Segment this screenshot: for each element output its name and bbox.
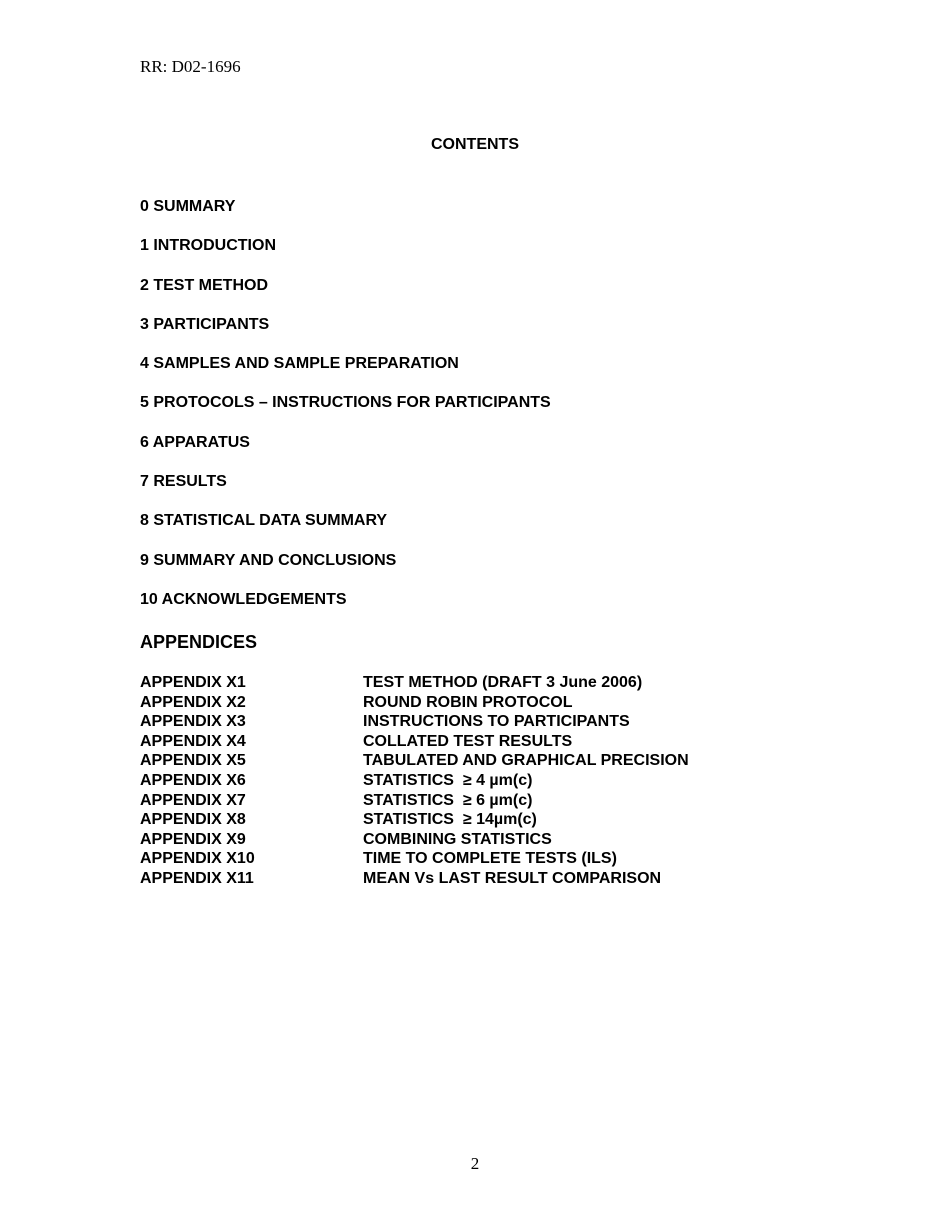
toc-item-statistical-data-summary: 8 STATISTICAL DATA SUMMARY — [140, 512, 388, 530]
contents-title: CONTENTS — [431, 136, 519, 153]
report-reference: RR: D02-1696 — [140, 57, 241, 76]
appendix-row — [140, 751, 689, 771]
appendix-title: INSTRUCTIONS TO PARTICIPANTS — [363, 713, 630, 731]
toc-item-summary-and-conclusions: 9 SUMMARY AND CONCLUSIONS — [140, 551, 397, 569]
toc-item-protocols: 5 PROTOCOLS – INSTRUCTIONS FOR PARTICIPANTS — [140, 394, 551, 412]
appendix-id: APPENDIX X7 — [140, 791, 246, 809]
toc-item-samples: 4 SAMPLES AND SAMPLE PREPARATION — [140, 355, 459, 373]
appendix-id: APPENDIX X9 — [140, 830, 246, 848]
appendix-title: STATISTICS ≥ 4 µm(c) — [363, 771, 533, 789]
appendix-title: STATISTICS ≥ 14µm(c) — [363, 811, 537, 829]
appendix-row — [140, 693, 689, 713]
appendix-title: COLLATED TEST RESULTS — [363, 732, 573, 750]
toc-item-test-method: 2 TEST METHOD — [140, 276, 269, 294]
appendix-id: APPENDIX X1 — [140, 674, 246, 691]
appendix-title: ROUND ROBIN PROTOCOL — [363, 693, 573, 711]
appendix-title: TIME TO COMPLETE TESTS (ILS) — [363, 850, 617, 868]
appendix-row — [140, 732, 689, 752]
appendix-row — [140, 810, 689, 830]
appendix-id: APPENDIX X4 — [140, 732, 246, 750]
appendix-id: APPENDIX X10 — [140, 850, 255, 868]
toc-item-summary: 0 SUMMARY — [140, 198, 236, 215]
toc-item-apparatus: 6 APPARATUS — [140, 433, 250, 451]
appendix-row — [140, 791, 689, 811]
appendix-id: APPENDIX X2 — [140, 693, 246, 711]
appendix-list — [140, 673, 689, 889]
appendix-id: APPENDIX X3 — [140, 713, 246, 731]
toc-item-acknowledgements: 10 ACKNOWLEDGEMENTS — [140, 590, 347, 608]
table-of-contents — [140, 198, 551, 630]
appendix-row — [140, 849, 689, 869]
page-number: 2 — [470, 1154, 480, 1173]
appendices-heading: APPENDICES — [140, 632, 258, 652]
toc-item-participants: 3 PARTICIPANTS — [140, 315, 270, 333]
appendix-id: APPENDIX X5 — [140, 752, 246, 770]
appendix-title: TABULATED AND GRAPHICAL PRECISION — [363, 752, 689, 770]
toc-item-introduction: 1 INTRODUCTION — [140, 237, 276, 255]
appendix-row — [140, 771, 689, 791]
toc-item-results: 7 RESULTS — [140, 473, 227, 491]
appendix-row — [140, 869, 689, 889]
appendix-id: APPENDIX X6 — [140, 771, 246, 789]
appendix-title: COMBINING STATISTICS — [363, 830, 552, 848]
appendix-id: APPENDIX X8 — [140, 811, 246, 829]
appendix-title: TEST METHOD (DRAFT 3 June 2006) — [363, 674, 643, 691]
appendix-row — [140, 673, 689, 693]
appendix-title: MEAN Vs LAST RESULT COMPARISON — [363, 869, 662, 887]
appendix-row — [140, 830, 689, 850]
appendix-id: APPENDIX X11 — [140, 869, 254, 887]
appendix-title: STATISTICS ≥ 6 µm(c) — [363, 791, 533, 809]
appendix-row — [140, 712, 689, 732]
